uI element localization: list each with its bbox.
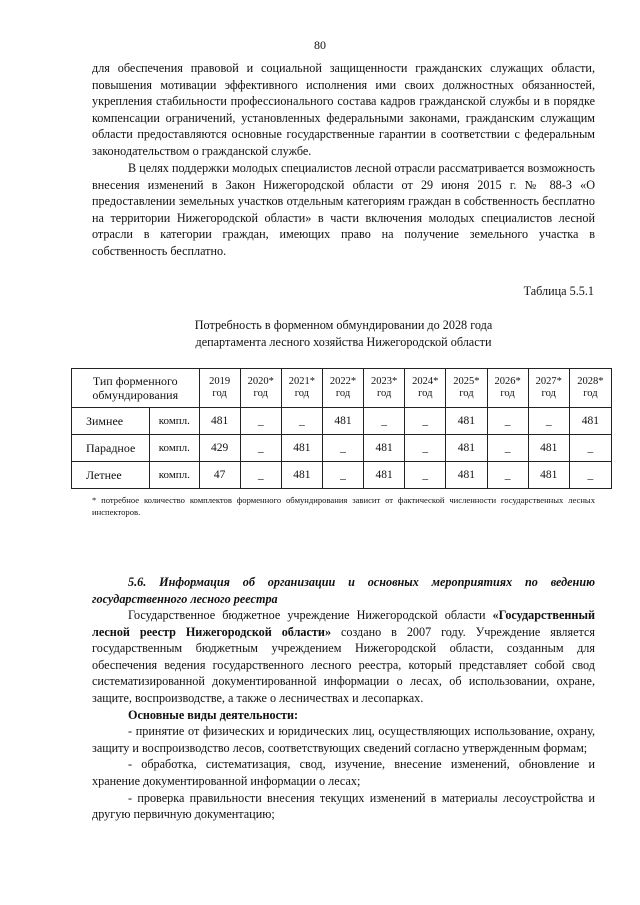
value-cell: _ — [405, 435, 446, 462]
value-cell: 481 — [281, 462, 322, 489]
value-cell: 481 — [446, 462, 487, 489]
value-cell: 481 — [322, 408, 363, 435]
unit-cell: компл. — [150, 408, 199, 435]
value-cell: _ — [281, 408, 322, 435]
year-word: год — [583, 388, 598, 399]
year-header — [487, 369, 528, 408]
year-header — [281, 369, 322, 408]
table-title — [92, 317, 595, 351]
year-value: 2022* — [329, 376, 357, 387]
uniform-type-cell: Летнее — [72, 462, 150, 489]
value-cell: _ — [240, 408, 281, 435]
paragraph-3-after: создано в 2007 году. Учреждение является государственным бюджетным учреждением Нижегородской области, созданным для обеспечения ведения государственного лесного реестра, который представляет собой свод систематизированной документированной информации о лесах, об использовании, охране, защите, воспроизводстве, а также о лесничествах и лесопарках. — [92, 624, 596, 705]
paragraph-2: В целях поддержки молодых специалистов лесной отрасли рассматривается возможность внесения изменений в Закон Нижегородской области от 29 июня 2015 г. № 88-З «О предоставлении земельных участков отдельным категориям граждан в собственность бесплатно на территории Нижегородской области» в части включения молодых специалистов лесной отрасли в категории граждан, имеющих право на получение земельного участка в собственность бесплатно. — [92, 161, 595, 258]
value-cell: 481 — [528, 462, 569, 489]
value-cell: _ — [487, 462, 528, 489]
table-title-line-2: департамента лесного хозяйства Нижегородской области — [195, 335, 492, 349]
type-header-line-1: Тип форменного — [92, 374, 178, 388]
value-cell: _ — [322, 462, 363, 489]
value-cell: 481 — [528, 435, 569, 462]
value-cell: 481 — [569, 408, 611, 435]
year-header — [405, 369, 446, 408]
year-word: год — [459, 388, 474, 399]
year-word: год — [294, 388, 310, 399]
activities-title: Основные виды деятельности: — [128, 707, 299, 722]
activity-item: - обработка, систематизация, свод, изучение, внесение изменений, обновление и хранение документированной информации о лесах; — [92, 757, 595, 788]
year-header — [199, 369, 240, 408]
table-header-row — [72, 369, 612, 408]
value-cell: 481 — [446, 435, 487, 462]
unit-cell: компл. — [150, 435, 199, 462]
table-caption: Таблица 5.5.1 — [523, 284, 594, 298]
uniform-type-cell: Зимнее — [72, 408, 150, 435]
year-header — [446, 369, 487, 408]
value-cell: _ — [322, 435, 363, 462]
table-row — [72, 408, 612, 435]
year-word: год — [541, 388, 556, 399]
year-value: 2024* — [412, 376, 439, 387]
year-header — [322, 369, 363, 408]
value-cell: 481 — [364, 435, 405, 462]
value-cell: _ — [240, 462, 281, 489]
year-header — [364, 369, 405, 408]
value-cell: _ — [487, 408, 528, 435]
year-word: год — [418, 388, 433, 399]
activity-item: - проверка правильности внесения текущих изменений в материалы лесоустройства и другую первичную документацию; — [92, 790, 595, 822]
table-body — [72, 408, 612, 489]
paragraph-1-block — [92, 60, 595, 160]
year-header — [569, 369, 611, 408]
paragraph-1: для обеспечения правовой и социальной защищенности гражданских служащих области, повышения мотивации эффективного исполнения ими своих должностных обязанностей, укрепления стабильности профессионального состава кадров гражданской службы и в порядке компенсации ограничений, установленных федеральными законами, гражданским служащим области предоставляются основные государственные гарантии в соответствии с федеральным законодательством о гражданской службе. — [92, 61, 595, 158]
year-word: год — [212, 388, 227, 399]
year-word: год — [376, 388, 392, 399]
section-heading: 5.6. Информация об организации и основных мероприятиях по ведению государственного лесного реестра — [92, 575, 595, 606]
uniform-type-cell: Парадное — [72, 435, 150, 462]
table-row — [72, 462, 612, 489]
paragraph-3 — [92, 607, 595, 707]
value-cell: 429 — [199, 435, 240, 462]
value-cell: _ — [569, 462, 611, 489]
paragraph-2-block — [92, 160, 595, 260]
year-value: 2023* — [371, 376, 398, 387]
value-cell: 481 — [446, 408, 487, 435]
value-cell: 481 — [199, 408, 240, 435]
year-header — [240, 369, 281, 408]
year-value: 2025* — [453, 376, 480, 387]
year-value: 2021* — [288, 376, 315, 387]
year-value: 2019 — [209, 376, 231, 387]
section-body — [92, 607, 595, 823]
unit-cell: компл. — [150, 462, 199, 489]
value-cell: 481 — [364, 462, 405, 489]
value-cell: _ — [487, 435, 528, 462]
year-value: 2028* — [577, 376, 604, 387]
value-cell: _ — [364, 408, 405, 435]
year-value: 2026* — [494, 376, 521, 387]
year-value: 2020* — [247, 376, 274, 387]
value-cell: _ — [569, 435, 611, 462]
year-word: год — [253, 388, 268, 399]
value-cell: _ — [405, 408, 446, 435]
value-cell: _ — [240, 435, 281, 462]
table-row — [72, 435, 612, 462]
year-value: 2027* — [535, 376, 562, 387]
table-footnote: * потребное количество комплектов форменного обмундирования зависит от фактической численности государственных лесных инспекторов. — [92, 495, 595, 517]
value-cell: 47 — [199, 462, 240, 489]
activity-item: - принятие от физических и юридических лиц, осуществляющих использование, охрану, защиту и воспроизводство лесов, соответствующих сведений согласно утвержденным формам; — [92, 724, 595, 755]
year-header — [528, 369, 569, 408]
year-word: год — [500, 388, 515, 399]
value-cell: _ — [528, 408, 569, 435]
uniform-need-table — [71, 368, 612, 489]
type-header — [72, 369, 200, 408]
page-number: 80 — [314, 38, 326, 52]
organization-name: «Государственный лесной реестр Нижегородской области» — [92, 608, 595, 639]
table-title-line-1: Потребность в форменном обмундировании до 2028 года — [194, 318, 493, 332]
year-word: год — [335, 388, 351, 399]
type-header-line-2: обмундирования — [92, 388, 179, 402]
value-cell: 481 — [281, 435, 322, 462]
value-cell: _ — [405, 462, 446, 489]
paragraph-3-before: Государственное бюджетное учреждение Нижегородской области — [128, 608, 493, 622]
